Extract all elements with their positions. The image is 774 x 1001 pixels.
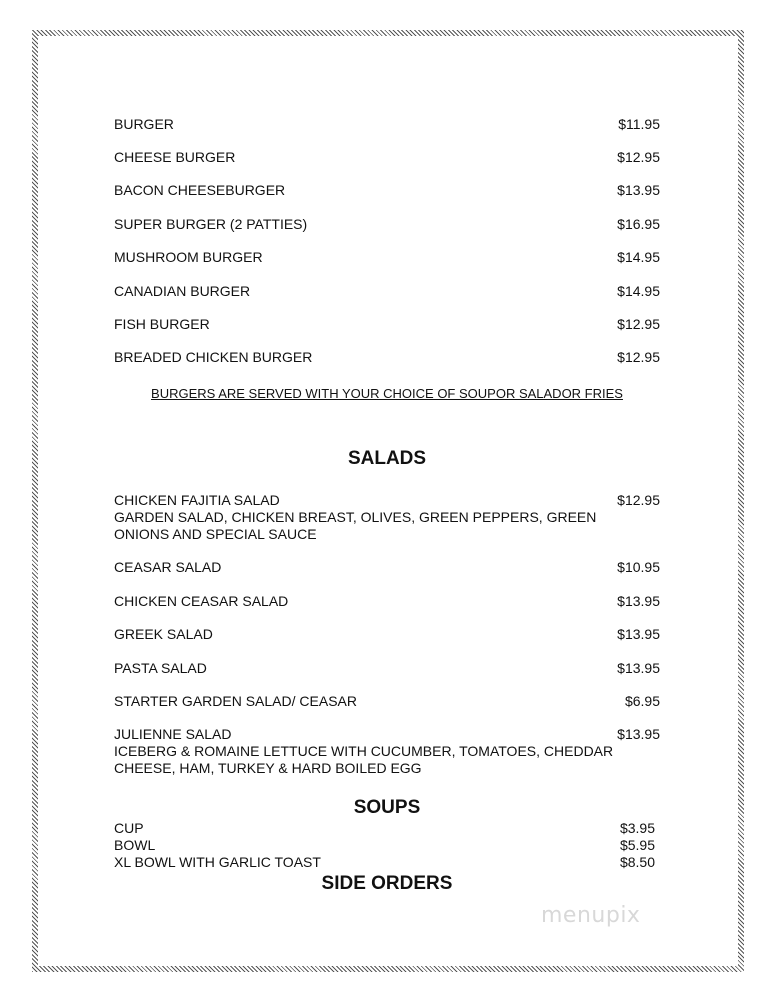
side-orders-heading: SIDE ORDERS (321, 873, 453, 894)
item-name: BREADED CHICKEN BURGER (114, 349, 313, 365)
item-price: $3.95 (619, 820, 655, 836)
item-name: MUSHROOM BURGER (114, 249, 263, 265)
item-name: CEASAR SALAD (114, 559, 222, 575)
item-name: XL BOWL WITH GARLIC TOAST (114, 854, 321, 870)
watermark: menupix (541, 903, 641, 928)
item-name: STARTER GARDEN SALAD/ CEASAR (114, 693, 357, 709)
item-price: $6.95 (624, 693, 660, 709)
item-name: CHICKEN CEASAR SALAD (114, 593, 289, 609)
item-name: GREEK SALAD (114, 626, 213, 642)
item-name: BOWL (114, 837, 156, 853)
item-price: $5.95 (619, 837, 655, 853)
item-price: $8.50 (619, 854, 655, 870)
item-price: $10.95 (617, 559, 660, 575)
item-price: $13.95 (617, 726, 660, 742)
item-name: CHICKEN FAJITIA SALAD (114, 492, 280, 508)
item-price: $16.95 (617, 216, 660, 232)
item-description: ICEBERG & ROMAINE LETTUCE WITH CUCUMBER, TOMATOES, CHEDDAR (114, 743, 614, 759)
item-price: $13.95 (617, 182, 660, 198)
item-name: BURGER (114, 116, 174, 132)
soups-heading: SOUPS (353, 797, 421, 818)
item-price: $12.95 (617, 149, 660, 165)
item-price: $13.95 (617, 593, 660, 609)
item-price: $14.95 (617, 249, 660, 265)
item-price: $12.95 (617, 316, 660, 332)
item-price: $12.95 (617, 349, 660, 365)
item-description: CHEESE, HAM, TURKEY & HARD BOILED EGG (114, 760, 422, 776)
item-description: GARDEN SALAD, CHICKEN BREAST, OLIVES, GREEN PEPPERS, GREEN (114, 509, 597, 525)
item-name: CUP (114, 820, 144, 836)
item-price: $13.95 (617, 660, 660, 676)
item-price: $14.95 (617, 283, 660, 299)
burger-note: BURGERS ARE SERVED WITH YOUR CHOICE OF SOUPOR SALADOR FRIES (151, 386, 623, 401)
item-name: BACON CHEESEBURGER (114, 182, 286, 198)
item-description: ONIONS AND SPECIAL SAUCE (114, 526, 317, 542)
salads-heading: SALADS (347, 448, 427, 469)
item-name: CHEESE BURGER (114, 149, 236, 165)
item-name: FISH BURGER (114, 316, 210, 332)
item-name: JULIENNE SALAD (114, 726, 232, 742)
item-name: SUPER BURGER (2 PATTIES) (114, 216, 308, 232)
item-name: PASTA SALAD (114, 660, 207, 676)
item-price: $13.95 (617, 626, 660, 642)
item-price: $12.95 (617, 492, 660, 508)
item-name: CANADIAN BURGER (114, 283, 251, 299)
item-price: $11.95 (618, 116, 660, 132)
